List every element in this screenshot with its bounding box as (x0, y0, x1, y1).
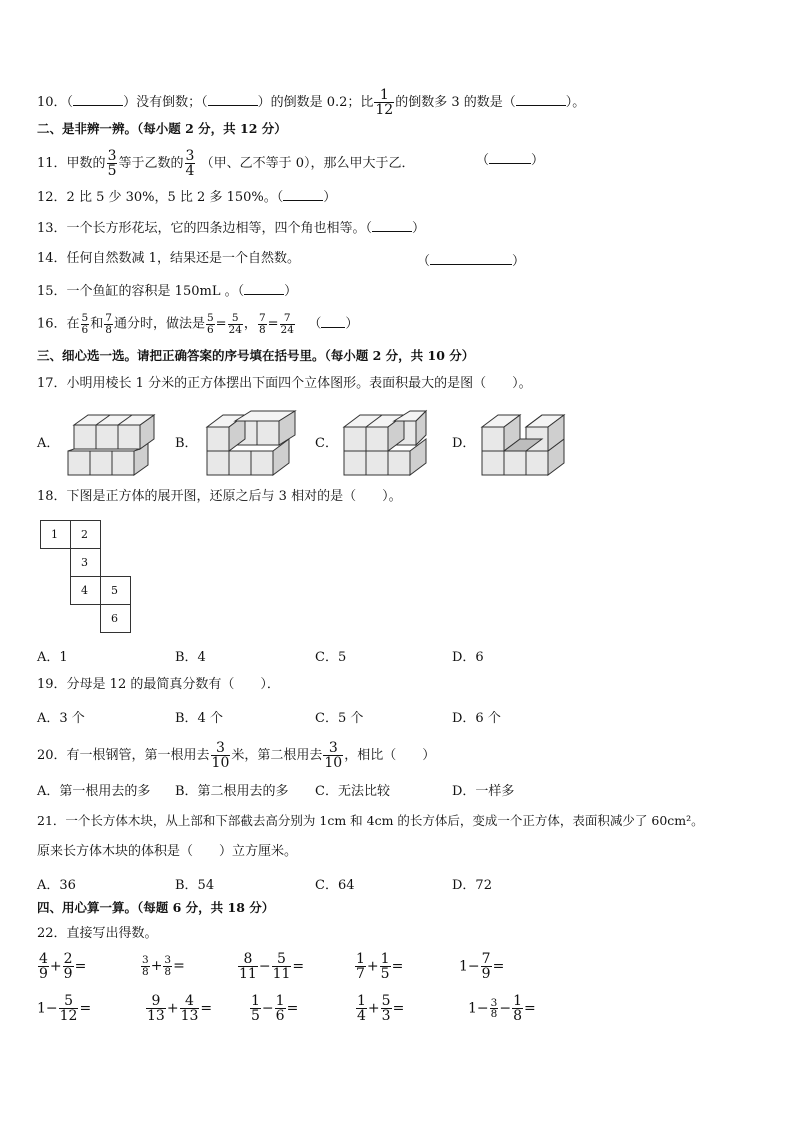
net-face-4: 4 (71, 577, 101, 605)
q21-option-c[interactable]: C．64 (315, 878, 355, 893)
cube-net-diagram (40, 520, 131, 633)
calc-item: $\frac{3}{8}$ + $\frac{3}{8}$ = (142, 954, 185, 978)
fraction: $\frac{7}{24}$ (280, 312, 294, 336)
q21-option-b[interactable]: B．54 (175, 878, 215, 893)
fraction: $\frac{7}{8}$ (105, 312, 112, 336)
q20-option-b[interactable]: B．第二根用去的多 (175, 784, 289, 799)
section-3-heading: 三、细心选一选。请把正确答案的序号填在括号里。（每小题 2 分，共 10 分） (37, 348, 475, 363)
question-21-line-1: 21．一个长方体木块，从上部和下部截去高分别为 1cm 和 4cm 的长方体后，变成一个正方体，表面积减少了 60cm²。 (37, 813, 704, 828)
option-d-label[interactable]: D． (452, 436, 476, 451)
question-11-paren: （ ） (476, 153, 545, 168)
q21-option-d[interactable]: D．72 (452, 878, 492, 893)
question-11: 11．甲数的 $\frac{3}{5}$ 等于乙数的 $\frac{3}{4}$ （甲、乙不等于 0），那么甲大于乙． (37, 148, 415, 179)
net-face-1: 1 (41, 521, 71, 549)
calc-item: $\frac{9}{13}$ + $\frac{4}{13}$ = (147, 993, 213, 1024)
question-14: 14．任何自然数减 1，结果还是一个自然数。 (37, 251, 300, 266)
calc-item: $\frac{1}{4}$ + $\frac{5}{3}$ = (357, 993, 405, 1024)
q19-option-a[interactable]: A．3 个 (37, 711, 85, 726)
q21-option-a[interactable]: A．36 (37, 878, 76, 893)
section-2-heading: 二、是非辨一辨。（每小题 2 分，共 12 分） (37, 121, 287, 136)
answer-blank[interactable] (73, 93, 123, 106)
section-4-heading: 四、用心算一算。（每题 6 分，共 18 分） (37, 900, 275, 915)
option-c-label[interactable]: C． (315, 436, 338, 451)
question-17: 17．小明用棱长 1 分米的正方体摆出下面四个立体图形。表面积最大的是图（ ）。 (37, 376, 532, 391)
calc-item: $\frac{4}{9}$ + $\frac{2}{9}$ = (39, 951, 87, 982)
fraction: $\frac{1}{12}$ (375, 87, 394, 118)
question-20: 20．有一根钢管，第一根用去 $\frac{3}{10}$ 米，第二根用去 $\frac{3}{10}$ ，相比（ ） (37, 740, 436, 771)
fraction: $\frac{3}{5}$ (107, 148, 117, 179)
q20-option-a[interactable]: A．第一根用去的多 (37, 784, 151, 799)
fraction: $\frac{3}{10}$ (324, 740, 343, 771)
question-21-line-2: 原来长方体木块的体积是（ ）立方厘米。 (37, 844, 298, 859)
q18-option-b[interactable]: B．4 (175, 650, 206, 665)
answer-blank[interactable] (430, 252, 512, 265)
net-face-5: 5 (101, 577, 131, 605)
fraction: $\frac{5}{6}$ (81, 312, 89, 336)
answer-blank[interactable] (244, 282, 284, 295)
fraction: $\frac{5}{24}$ (228, 312, 242, 336)
question-15: 15．一个鱼缸的容积是 150mL 。（ ） (37, 284, 298, 299)
fraction: $\frac{5}{6}$ (206, 312, 214, 336)
q20-option-c[interactable]: C．无法比较 (315, 784, 390, 799)
net-face-2: 2 (71, 521, 101, 549)
answer-blank[interactable] (321, 315, 345, 328)
cube-figure-b (205, 405, 297, 479)
q19-option-b[interactable]: B．4 个 (175, 711, 223, 726)
question-14-paren: （ ） (417, 254, 526, 269)
question-13: 13．一个长方形花坛，它的四条边相等，四个角也相等。（ ） (37, 221, 426, 236)
answer-blank[interactable] (516, 93, 566, 106)
q20-option-d[interactable]: D．一样多 (452, 784, 515, 799)
option-b-label[interactable]: B． (175, 436, 198, 451)
question-16: 16．在 $\frac{5}{6}$ 和 $\frac{7}{8}$ 通分时，做法是 $\frac{5}{6}$ = $\frac{5}{24}$ ， $\frac{7}{8}$ = $\frac{7}{24}$ （ ） (37, 312, 359, 336)
q18-option-c[interactable]: C．5 (315, 650, 347, 665)
question-10: 10．（ ）没有倒数；（ ）的倒数是 0.2；比 $\frac{1}{12}$ 的倒数多 3 的数是（ ）。 (37, 87, 586, 118)
cube-figure-d (480, 405, 568, 479)
answer-blank[interactable] (208, 93, 258, 106)
calc-item: 1− $\frac{7}{9}$ = (459, 951, 505, 982)
q18-option-d[interactable]: D．6 (452, 650, 484, 665)
answer-blank[interactable] (372, 219, 412, 232)
calc-item: $\frac{1}{5}$ − $\frac{1}{6}$ = (251, 993, 299, 1024)
answer-blank[interactable] (283, 188, 323, 201)
calc-item: 1− $\frac{3}{8}$ − $\frac{1}{8}$ = (468, 993, 536, 1024)
net-face-3: 3 (71, 549, 101, 577)
cube-figure-a (66, 405, 156, 479)
cube-figure-c (342, 405, 430, 479)
fraction: $\frac{3}{4}$ (185, 148, 195, 179)
calc-item: $\frac{8}{11}$ − $\frac{5}{11}$ = (239, 951, 305, 982)
option-a-label[interactable]: A． (37, 436, 60, 451)
question-19: 19．分母是 12 的最简真分数有（ ）． (37, 677, 280, 692)
fraction: $\frac{3}{10}$ (211, 740, 230, 771)
calc-item: 1− $\frac{5}{12}$ = (37, 993, 92, 1024)
q18-option-a[interactable]: A．1 (37, 650, 68, 665)
answer-blank[interactable] (489, 151, 531, 164)
calc-item: $\frac{1}{7}$ + $\frac{1}{5}$ = (356, 951, 404, 982)
q19-option-d[interactable]: D．6 个 (452, 711, 501, 726)
question-18: 18．下图是正方体的展开图，还原之后与 3 相对的是（ ）。 (37, 489, 402, 504)
question-22: 22．直接写出得数。 (37, 926, 158, 941)
question-12: 12．2 比 5 少 30%，5 比 2 多 150%。（ ） (37, 190, 337, 205)
fraction: $\frac{7}{8}$ (258, 312, 266, 336)
q19-option-c[interactable]: C．5 个 (315, 711, 364, 726)
net-face-6: 6 (101, 605, 131, 633)
